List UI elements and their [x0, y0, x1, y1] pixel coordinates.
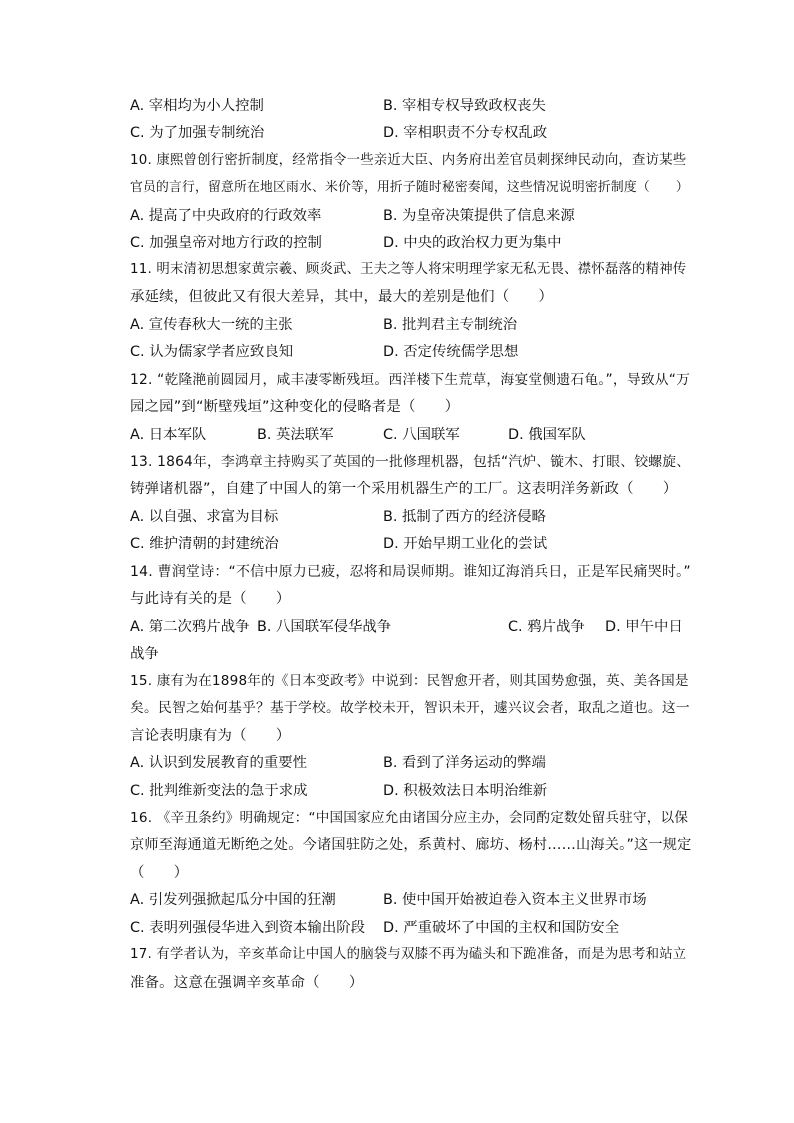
- q15-option-b: B. 看到了洋务运动的弊端: [383, 755, 546, 771]
- q13-option-b: B. 抵制了西方的经济侵略: [383, 509, 546, 525]
- q16-option-b: B. 使中国开始被迫卷入资本主义世界市场: [383, 892, 647, 908]
- q10-stem-line-1: 10. 康熙曾创行密折制度，经常指令一些亲近大臣、内务府出差官员刺探绅民动向，查访某些: [130, 153, 687, 168]
- q12-option-d: D. 俄国军队: [508, 427, 586, 443]
- q15-stem-line-2: 矣。民智之始何基乎？基于学校。故学校未开，智识未开，遽兴议会者，取乱之道也。这一: [130, 700, 690, 716]
- q13-stem-line-2: 铸弹诸机器”，自建了中国人的第一个采用机器生产的工厂。这表明洋务新政（ ）: [130, 481, 678, 497]
- q13-stem-line-1: 13. 1864年，李鸿章主持购买了英国的一批修理机器，包括“汽炉、镟木、打眼、铰螺旋、: [130, 454, 691, 470]
- q10-option-b: B. 为皇帝决策提供了信息来源: [383, 208, 575, 224]
- q9-option-a: A. 宰相均为小人控制: [130, 98, 264, 114]
- q15-option-c: C. 批判维新变法的急于求成: [130, 783, 308, 799]
- q11-option-c: C. 认为儒家学者应致良知: [130, 344, 294, 360]
- q16-option-a: A. 引发列强掀起瓜分中国的狂潮: [130, 892, 336, 908]
- q16-option-d: D. 严重破坏了中国的主权和国防安全: [383, 920, 620, 936]
- q13-option-a: A. 以自强、求富为目标: [130, 509, 279, 525]
- q14-option-a: A. 第二次鸦片战争: [130, 619, 250, 635]
- q16-stem-line-1: 16. 《辛丑条约》明确规定：“中国国家应允由诸国分应主办，会同酌定数处留兵驻守，以保: [130, 810, 689, 826]
- q17-stem-line-2: 准备。这意在强调辛亥革命（ ）: [130, 975, 364, 991]
- q11-option-d: D. 否定传统儒学思想: [383, 344, 519, 360]
- q17-stem-line-1: 17. 有学者认为，辛亥革命让中国人的脑袋与双膝不再为磕头和下跪准备，而是为思考和站立: [130, 947, 687, 962]
- q9-option-d: D. 宰相职责不分专权乱政: [383, 125, 548, 141]
- q16-option-c: C. 表明列强侵华进入到资本输出阶段: [130, 920, 366, 936]
- q11-option-b: B. 批判君主专制统治: [383, 317, 518, 333]
- q15-stem-line-1: 15. 康有为在1898年的《日本变政考》中说到：民智愈开者，则其国势愈强，英、美各国是: [130, 673, 689, 689]
- q10-option-d: D. 中央的政治权力更为集中: [383, 235, 562, 251]
- q14-option-d: D. 甲午中日: [605, 619, 683, 635]
- q15-stem-line-3: 言论表明康有为（ ）: [130, 728, 291, 744]
- q15-option-a: A. 认识到发展教育的重要性: [130, 755, 308, 771]
- q10-stem-line-2: 官员的言行，留意所在地区雨水、米价等，用折子随时秘密奏闻，这些情况说明密折制度（ ）: [130, 180, 689, 195]
- q15-option-d: D. 积极效法日本明治维新: [383, 783, 548, 799]
- q14-option-b: B. 八国联军侵华战争: [257, 619, 392, 635]
- q12-option-b: B. 英法联军: [257, 427, 334, 443]
- q14-option-c: C. 鸦片战争: [508, 619, 585, 635]
- q12-option-a: A. 日本军队: [130, 427, 207, 443]
- q12-stem-line-2: 园之园”到“断壁残垣”这种变化的侵略者是（ ）: [130, 399, 460, 415]
- q9-option-c: C. 为了加强专制统治: [130, 125, 265, 141]
- q10-option-a: A. 提高了中央政府的行政效率: [130, 208, 322, 224]
- q14-option-d-wrap: 战争: [130, 646, 159, 662]
- q16-stem-line-2: 京师至海通道无断绝之处。今诸国驻防之处，系黄村、廊坊、杨村……山海关。”这一规定: [130, 837, 692, 853]
- q13-option-d: D. 开始早期工业化的尝试: [383, 536, 548, 552]
- q13-option-c: C. 维护清朝的封建统治: [130, 536, 279, 552]
- q12-option-c: C. 八国联军: [383, 427, 460, 443]
- q16-stem-line-3: （ ）: [130, 865, 189, 881]
- q11-stem-line-1: 11. 明末清初思想家黄宗羲、顾炎武、王夫之等人将宋明理学家无私无畏、襟怀磊落的精神传: [130, 262, 687, 277]
- q14-stem-line-1: 14. 曹润堂诗：“不信中原力已疲，忍将和局误师期。谁知辽海消兵日，正是军民痛哭时。”: [130, 564, 691, 580]
- q9-option-b: B. 宰相专权导致政权丧失: [383, 98, 546, 114]
- q11-stem-line-2: 承延续，但彼此又有很大差异，其中，最大的差别是他们（ ）: [130, 289, 554, 305]
- q11-option-a: A. 宣传春秋大一统的主张: [130, 317, 293, 333]
- q14-stem-line-2: 与此诗有关的是（ ）: [130, 591, 291, 607]
- q12-stem-line-1: 12. “乾隆滟前圆园月，咸丰凄零断残垣。西洋楼下生荒草，海宴堂侧遗石龟。”，导致从“万: [130, 372, 691, 388]
- q10-option-c: C. 加强皇帝对地方行政的控制: [130, 235, 322, 251]
